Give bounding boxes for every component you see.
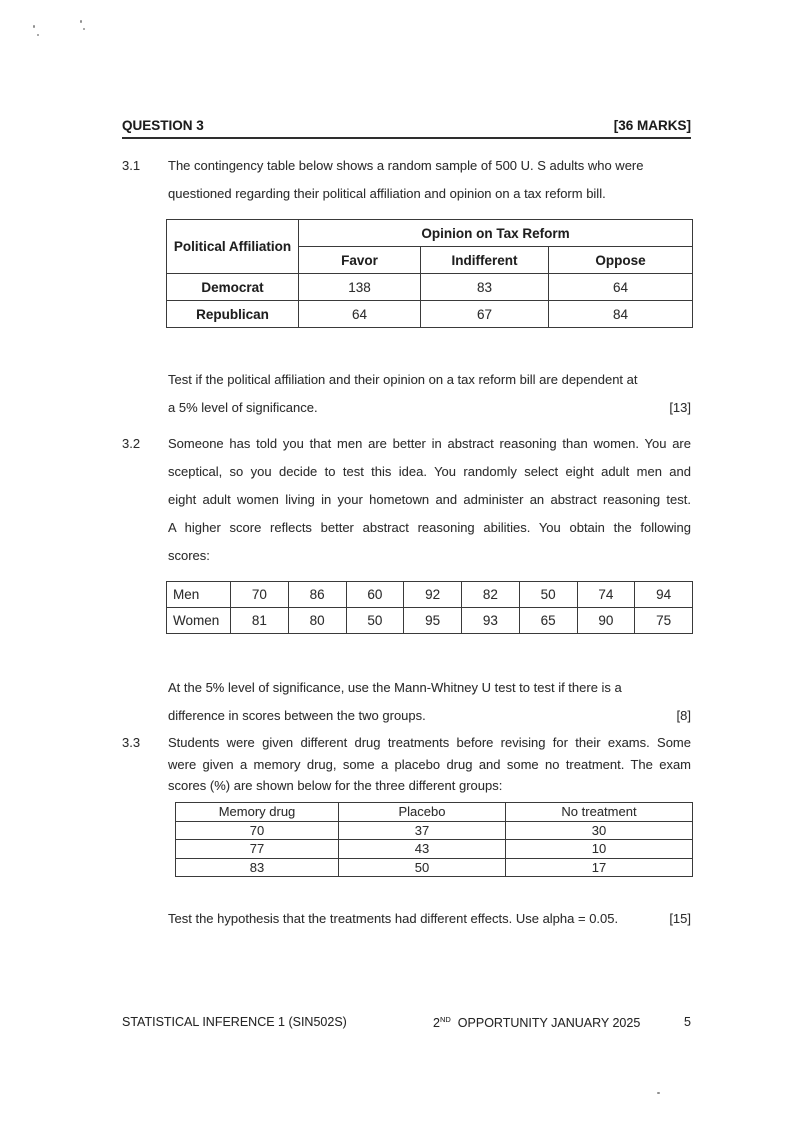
table-row — [167, 274, 693, 301]
scores-table — [166, 581, 693, 634]
table-cell: 70 — [176, 821, 339, 840]
table-cell: 92 — [404, 582, 462, 608]
table-cell: 81 — [231, 608, 289, 634]
question-title: QUESTION 3 — [122, 118, 204, 133]
table-cell: 83 — [176, 858, 339, 877]
column-header: Indifferent — [421, 247, 549, 274]
paragraph-line: sceptical, so you decide to test this idea. You randomly select eight adult men and — [168, 464, 691, 479]
table-cell: 50 — [519, 582, 577, 608]
marks-badge: [15] — [669, 911, 691, 926]
opportunity-number: 2 — [433, 1016, 440, 1031]
marks-badge: [8] — [676, 708, 691, 723]
table-cell: 90 — [577, 608, 635, 634]
paragraph-line: At the 5% level of significance, use the Mann-Whitney U test to test if there is a — [168, 680, 622, 695]
table-row — [176, 821, 693, 840]
paragraph-line: a 5% level of significance. — [168, 400, 318, 415]
column-header: No treatment — [506, 803, 693, 822]
question-3-2-intro — [122, 430, 691, 570]
column-header: Memory drug — [176, 803, 339, 822]
question-3-3-intro — [122, 732, 691, 797]
contingency-table — [166, 219, 693, 328]
marks-badge: [13] — [669, 400, 691, 415]
table-cell: 60 — [346, 582, 404, 608]
row-label: Democrat — [167, 274, 299, 301]
table-row — [167, 220, 693, 247]
question-number: 3.1 — [122, 158, 141, 173]
row-label: Republican — [167, 301, 299, 328]
table-cell: 43 — [339, 840, 506, 859]
table-row — [167, 301, 693, 328]
table-header-row — [176, 803, 693, 822]
table-cell: 80 — [288, 608, 346, 634]
column-header: Oppose — [549, 247, 693, 274]
table-cell: 10 — [506, 840, 693, 859]
paragraph-line: scores: — [168, 548, 210, 563]
row-label: Men — [167, 582, 231, 608]
table-cell: 50 — [339, 858, 506, 877]
table-cell: 64 — [549, 274, 693, 301]
table-cell: 65 — [519, 608, 577, 634]
question-3-2-task — [168, 674, 691, 730]
table-row — [167, 608, 693, 634]
column-header: Favor — [299, 247, 421, 274]
paragraph-line: were given a memory drug, some a placebo drug and some no treatment. The exam — [168, 756, 691, 772]
table-cell: 70 — [231, 582, 289, 608]
question-number: 3.2 — [122, 436, 141, 451]
table-cell: 84 — [549, 301, 693, 328]
table-cell: 30 — [506, 821, 693, 840]
table-cell: 77 — [176, 840, 339, 859]
table-cell: 37 — [339, 821, 506, 840]
table-row — [167, 582, 693, 608]
table-cell: 67 — [421, 301, 549, 328]
table-cell: 75 — [635, 608, 693, 634]
table-span-header: Opinion on Tax Reform — [299, 220, 693, 247]
scan-artifact — [80, 20, 82, 23]
treatments-table — [175, 802, 693, 877]
question-number: 3.3 — [122, 735, 141, 750]
page-footer — [122, 1015, 691, 1035]
paragraph-line: Test if the political affiliation and their opinion on a tax reform bill are dependent at — [168, 372, 638, 387]
paragraph-line: Test the hypothesis that the treatments had different effects. Use alpha = 0.05. — [168, 911, 619, 926]
table-cell: 138 — [299, 274, 421, 301]
scan-artifact — [657, 1092, 660, 1094]
opportunity-text: OPPORTUNITY JANUARY 2025 — [457, 1016, 641, 1031]
scan-artifact — [83, 28, 85, 30]
row-label: Women — [167, 608, 231, 634]
table-cell: 83 — [421, 274, 549, 301]
paragraph-line: eight adult women living in your hometown and administer an abstract reasoning test. — [168, 492, 691, 507]
table-cell: 50 — [346, 608, 404, 634]
question-3-1-intro — [122, 152, 691, 208]
scan-artifact — [33, 25, 35, 28]
paragraph-line: A higher score reflects better abstract reasoning abilities. You obtain the following — [168, 520, 691, 535]
table-cell: 94 — [635, 582, 693, 608]
question-total-marks: [36 MARKS] — [613, 118, 691, 133]
paragraph-line: Students were given different drug treatments before revising for their exams. Some — [168, 735, 691, 750]
opportunity-ordinal: ND — [439, 1015, 451, 1024]
table-cell: 86 — [288, 582, 346, 608]
paragraph-line: questioned regarding their political affiliation and opinion on a tax reform bill. — [168, 186, 606, 201]
table-cell: 93 — [462, 608, 520, 634]
question-header — [122, 118, 691, 139]
question-3-1-task — [168, 366, 691, 422]
scan-artifact — [37, 34, 39, 36]
table-cell: 74 — [577, 582, 635, 608]
course-title: STATISTICAL INFERENCE 1 (SIN502S) — [122, 1015, 347, 1029]
table-corner-label: Political Affiliation — [167, 220, 299, 274]
paragraph-line: scores (%) are shown below for the three different groups: — [168, 778, 503, 793]
table-cell: 95 — [404, 608, 462, 634]
exam-opportunity — [433, 1015, 640, 1030]
table-cell: 82 — [462, 582, 520, 608]
question-3-3-task — [168, 908, 691, 929]
paragraph-line: The contingency table below shows a random sample of 500 U. S adults who were — [168, 158, 644, 173]
table-row — [176, 840, 693, 859]
paragraph-line: difference in scores between the two groups. — [168, 708, 426, 723]
table-cell: 17 — [506, 858, 693, 877]
column-header: Placebo — [339, 803, 506, 822]
table-cell: 64 — [299, 301, 421, 328]
page-number: 5 — [684, 1015, 691, 1029]
paragraph-line: Someone has told you that men are better in abstract reasoning than women. You are — [168, 436, 691, 451]
table-row — [176, 858, 693, 877]
